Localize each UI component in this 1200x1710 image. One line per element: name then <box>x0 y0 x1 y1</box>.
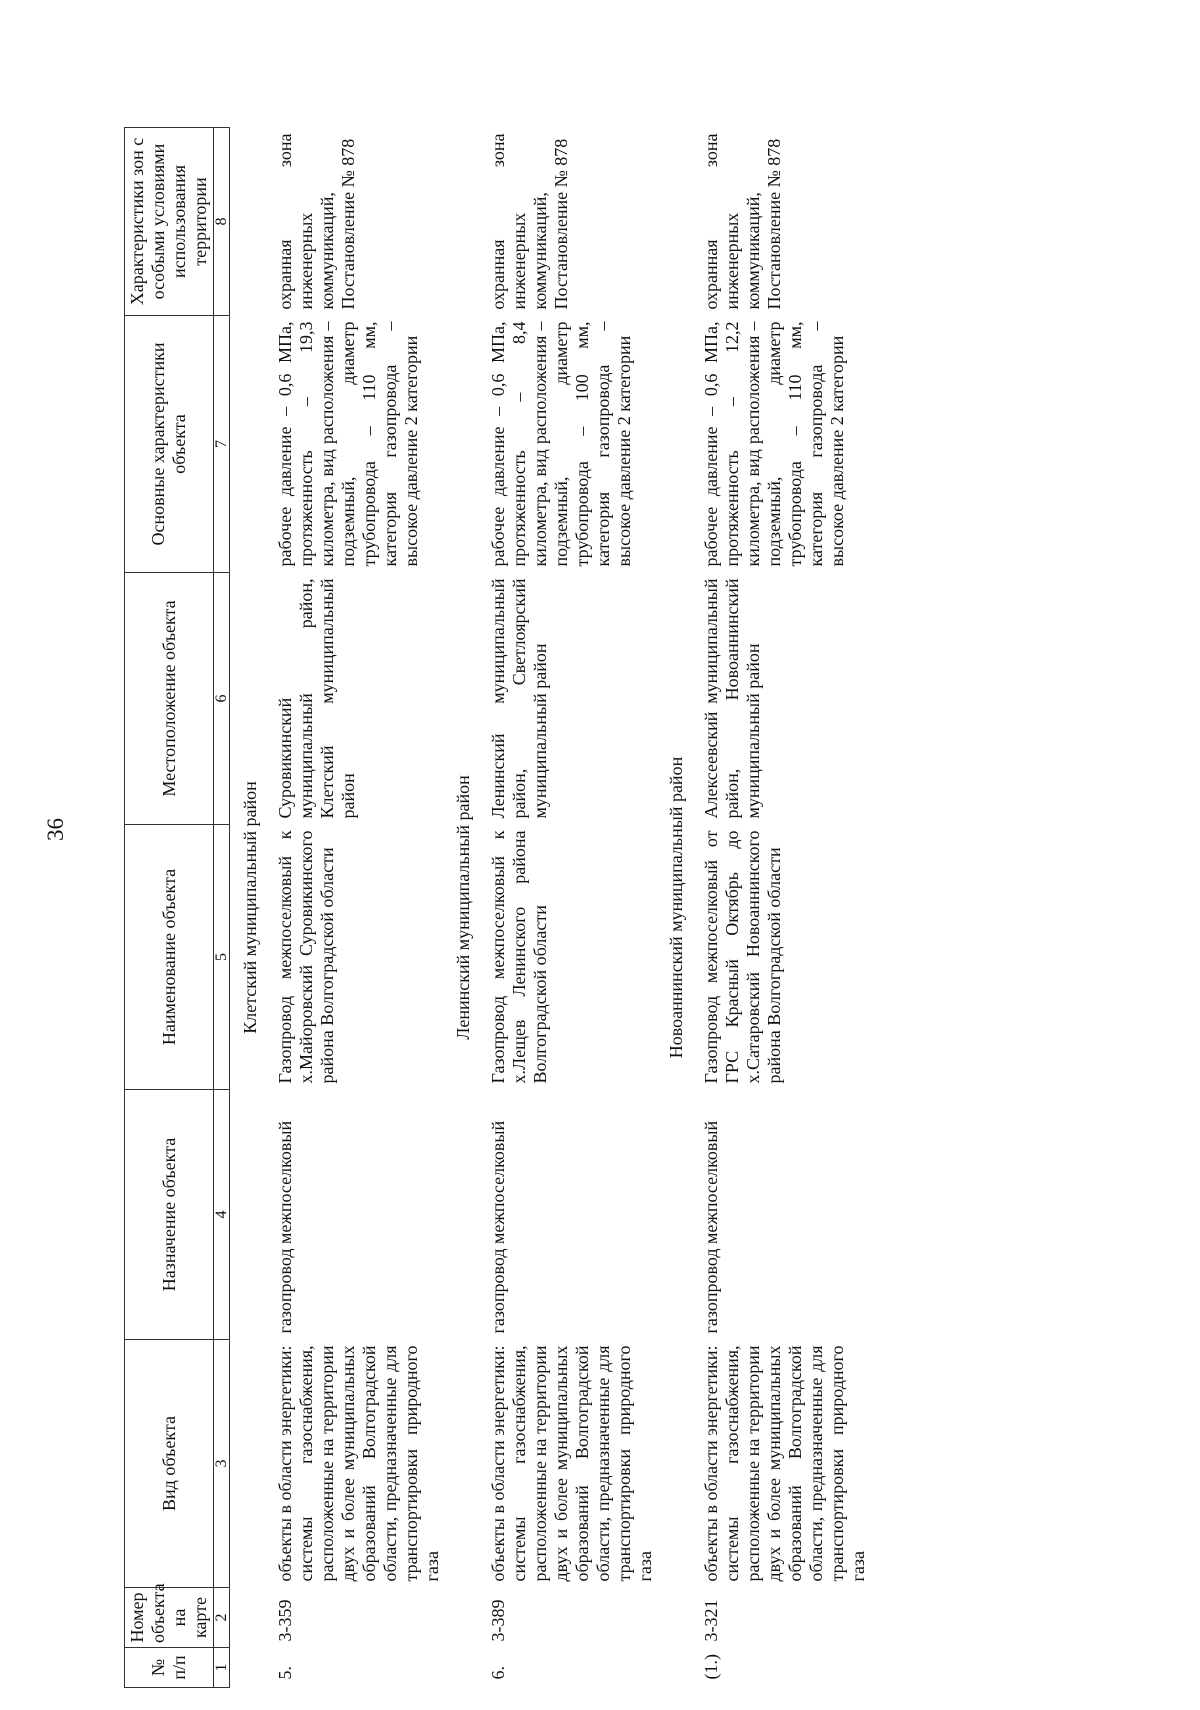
map-number: 3-389 <box>488 1599 508 1642</box>
column-number: 8 <box>214 128 230 316</box>
table-row <box>269 128 443 1688</box>
object-kind: объекты в области энергетики: системы газоснабжения, расположенные на территории двух и более муниципальных образований Волгоградской области, предназначенные для транспортировки природного газа <box>488 1345 655 1582</box>
section-title: Новоаннинский муниципальный район <box>666 756 686 1059</box>
table-row <box>482 128 656 1688</box>
header-row <box>125 128 214 1688</box>
object-characteristics: рабочее давление – 0,6 МПа, протяженность – 8,4 километра, вид расположения – подземный, диаметр трубопровода – 100 мм, категория газопровода – высокое давление 2 категории <box>488 321 634 567</box>
column-header: Наименование объекта <box>125 825 214 1090</box>
row-index: 5. <box>275 1666 295 1680</box>
column-number-row <box>214 128 230 1688</box>
section-title: Ленинский муниципальный район <box>453 775 473 1040</box>
page-number: 36 <box>43 818 68 841</box>
column-number: 5 <box>214 825 230 1090</box>
column-number: 1 <box>214 1648 230 1688</box>
zone-characteristics: охранная зона инженерных коммуникаций, Постановление № 878 <box>701 133 784 310</box>
column-number: 4 <box>214 1090 230 1340</box>
object-purpose: газопровод межпоселковый <box>701 1120 721 1334</box>
column-header: № п/п <box>125 1648 214 1688</box>
object-characteristics: рабочее давление – 0,6 МПа, протяженность – 19,3 километра, вид расположения – подземный, диаметр трубопровода – 110 мм, категория газопровода – высокое давление 2 категории <box>275 321 421 567</box>
rotated-document-page <box>124 128 1184 1688</box>
column-header: Номер объекта на карте <box>125 1588 214 1648</box>
object-kind: объекты в области энергетики: системы газоснабжения, расположенные на территории двух и более муниципальных образований Волгоградской области, предназначенные для транспортировки природного газа <box>701 1345 868 1582</box>
column-number: 2 <box>214 1588 230 1648</box>
object-name: Газопровод межпоселковый к х.Майоровский Суровикинского района Волгоградской области <box>275 830 337 1084</box>
row-index: 6. <box>488 1666 508 1680</box>
map-number: 3-321 <box>701 1599 721 1642</box>
objects-table <box>124 127 869 1688</box>
section-title: Клетский муниципальный район <box>240 781 260 1034</box>
column-header: Вид объекта <box>125 1340 214 1588</box>
column-header: Назначение объекта <box>125 1090 214 1340</box>
object-location: Суровикинский муниципальный район, Клетский муниципальный район <box>275 578 358 819</box>
table-row <box>695 128 869 1688</box>
object-purpose: газопровод межпоселковый <box>488 1120 508 1334</box>
object-name: Газопровод межпоселковый к х.Лещев Ленинского района Волгоградской области <box>488 830 550 1084</box>
object-name: Газопровод межпоселковый от ГРС Красный Октябрь до х.Сатаровский Новоаннинского района Волгоградской области <box>701 830 784 1084</box>
object-location: Ленинский муниципальный район, Светлоярский муниципальный район <box>488 578 550 819</box>
column-number: 6 <box>214 573 230 825</box>
section-heading-row <box>656 128 695 1688</box>
column-header: Характеристики зон с особыми условиями использования территории <box>125 128 214 316</box>
row-index: (1.) <box>701 1654 721 1680</box>
object-kind: объекты в области энергетики: системы газоснабжения, расположенные на территории двух и более муниципальных образований Волгоградской области, предназначенные для транспортировки природного газа <box>275 1345 442 1582</box>
zone-characteristics: охранная зона инженерных коммуникаций, Постановление № 878 <box>275 133 358 310</box>
column-header: Местоположение объекта <box>125 573 214 825</box>
column-header: Основные характеристики объекта <box>125 316 214 573</box>
section-heading-row <box>230 128 270 1688</box>
map-number: 3-359 <box>275 1599 295 1642</box>
object-characteristics: рабочее давление – 0,6 МПа, протяженность – 12,2 километра, вид расположения – подземный, диаметр трубопровода – 110 мм, категория газопровода – высокое давление 2 категории <box>701 321 847 567</box>
zone-characteristics: охранная зона инженерных коммуникаций, Постановление № 878 <box>488 133 571 310</box>
object-purpose: газопровод межпоселковый <box>275 1120 295 1334</box>
section-heading-row <box>443 128 482 1688</box>
column-number: 7 <box>214 316 230 573</box>
column-number: 3 <box>214 1340 230 1588</box>
object-location: Алексеевский муниципальный район, Новоаннинский муниципальный район <box>701 578 763 819</box>
